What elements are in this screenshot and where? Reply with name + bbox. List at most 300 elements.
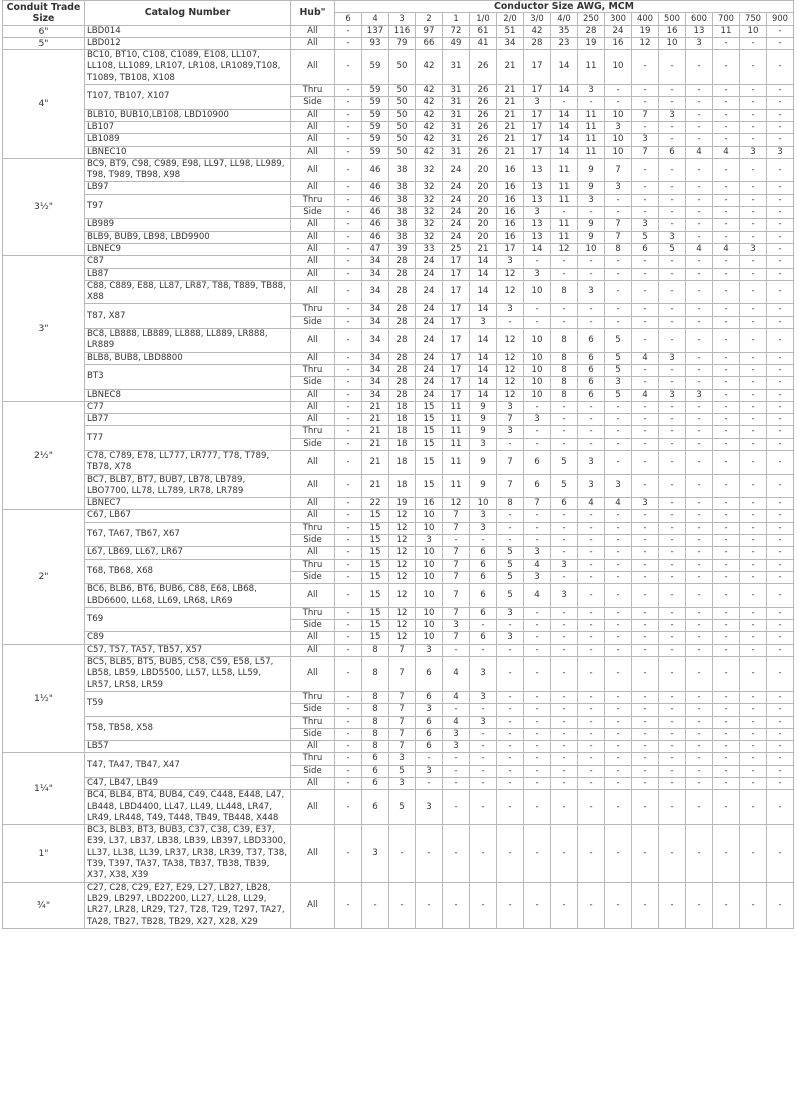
conductor-count-cell: - <box>740 753 767 765</box>
conductor-count-cell: 46 <box>362 194 389 206</box>
conductor-count-cell: 12 <box>389 510 416 522</box>
conductor-count-cell: 3 <box>362 825 389 882</box>
conductor-count-cell: 12 <box>389 522 416 534</box>
conductor-count-cell: - <box>713 535 740 547</box>
conductor-count-cell: - <box>497 657 524 692</box>
conductor-count-cell: 14 <box>470 352 497 364</box>
conductor-count-cell: - <box>713 97 740 109</box>
conduit-size-cell: 2" <box>3 510 85 644</box>
conductor-count-cell: - <box>605 547 632 559</box>
conductor-count-cell: - <box>605 304 632 316</box>
conduit-size-cell: 3" <box>3 256 85 402</box>
conductor-count-cell: - <box>740 97 767 109</box>
conductor-count-cell: - <box>632 50 659 85</box>
conductor-count-cell: 10 <box>416 620 443 632</box>
conductor-count-cell: - <box>605 450 632 474</box>
conductor-count-cell: 16 <box>497 158 524 182</box>
conductor-count-cell: 10 <box>659 37 686 49</box>
conductor-count-cell: 6 <box>416 741 443 753</box>
conductor-count-cell: - <box>335 882 362 928</box>
conductor-count-cell: 10 <box>416 632 443 644</box>
conductor-count-cell: 12 <box>632 37 659 49</box>
conductor-count-cell: 22 <box>362 498 389 510</box>
conductor-count-cell: - <box>524 644 551 656</box>
conductor-count-cell: - <box>443 753 470 765</box>
conductor-count-cell: - <box>767 268 794 280</box>
conductor-count-cell: - <box>578 728 605 740</box>
conductor-count-cell: - <box>713 704 740 716</box>
conductor-count-cell: - <box>686 607 713 619</box>
conductor-count-cell: - <box>335 559 362 571</box>
conductor-count-cell: 28 <box>389 304 416 316</box>
conductor-count-cell: - <box>578 256 605 268</box>
conductor-count-cell: 14 <box>551 121 578 133</box>
conductor-count-cell: - <box>740 644 767 656</box>
conductor-count-cell: - <box>659 741 686 753</box>
conductor-count-cell: 21 <box>497 109 524 121</box>
conductor-count-cell: 15 <box>362 559 389 571</box>
conductor-size-cell: 4 <box>362 13 389 25</box>
conductor-count-cell: 21 <box>497 85 524 97</box>
conductor-count-cell: 7 <box>632 146 659 158</box>
conductor-count-cell: 14 <box>551 50 578 85</box>
conductor-count-cell: 11 <box>578 50 605 85</box>
conductor-count-cell: - <box>335 535 362 547</box>
catalog-number-cell: BC6, BLB6, BT6, BUB6, C88, E68, LB68, LBD6600, LL68, LL69, LR68, LR69 <box>85 584 291 608</box>
conductor-count-cell: - <box>767 498 794 510</box>
conductor-count-cell: - <box>686 194 713 206</box>
table-row <box>3 158 794 182</box>
conductor-count-cell: - <box>659 620 686 632</box>
catalog-number-cell: LB1089 <box>85 134 291 146</box>
conductor-count-cell: 17 <box>443 352 470 364</box>
hub-cell: All <box>291 644 335 656</box>
conductor-count-cell: - <box>497 620 524 632</box>
conductor-count-cell: 3 <box>578 474 605 498</box>
conductor-count-cell: 31 <box>443 146 470 158</box>
conductor-count-cell: - <box>659 571 686 583</box>
conductor-size-cell: 600 <box>686 13 713 25</box>
hub-cell: All <box>291 632 335 644</box>
conductor-count-cell: - <box>740 498 767 510</box>
catalog-number-cell: LB87 <box>85 268 291 280</box>
table-row <box>3 559 794 571</box>
conductor-count-cell: - <box>686 158 713 182</box>
conductor-count-cell: 17 <box>443 389 470 401</box>
conductor-count-cell: 3 <box>416 765 443 777</box>
conductor-count-cell: 34 <box>362 280 389 304</box>
conductor-count-cell: 31 <box>443 121 470 133</box>
conductor-count-cell: - <box>659 219 686 231</box>
conductor-count-cell: - <box>686 426 713 438</box>
conductor-count-cell: 34 <box>362 352 389 364</box>
table-row <box>3 256 794 268</box>
conductor-count-cell: - <box>659 134 686 146</box>
catalog-number-cell: L67, LB69, LL67, LR67 <box>85 547 291 559</box>
conductor-count-cell: - <box>659 510 686 522</box>
conductor-count-cell: 8 <box>362 716 389 728</box>
conductor-count-cell: - <box>578 882 605 928</box>
conduit-size-cell: 1" <box>3 825 85 882</box>
conductor-count-cell: - <box>578 571 605 583</box>
conductor-count-cell: - <box>740 450 767 474</box>
conductor-count-cell: - <box>335 134 362 146</box>
conductor-count-cell: - <box>335 231 362 243</box>
conductor-count-cell: - <box>740 352 767 364</box>
table-row <box>3 389 794 401</box>
conductor-count-cell: - <box>497 716 524 728</box>
conductor-count-cell: - <box>605 716 632 728</box>
conductor-count-cell: - <box>605 691 632 703</box>
conductor-count-cell: 16 <box>497 194 524 206</box>
conductor-count-cell: 26 <box>470 134 497 146</box>
conductor-count-cell: - <box>686 377 713 389</box>
conductor-count-cell: 13 <box>524 219 551 231</box>
conductor-count-cell: 21 <box>497 121 524 133</box>
conductor-count-cell: - <box>632 753 659 765</box>
conductor-count-cell: 59 <box>362 97 389 109</box>
hub-cell: All <box>291 146 335 158</box>
conductor-count-cell: 3 <box>470 657 497 692</box>
conductor-count-cell: 7 <box>443 510 470 522</box>
conductor-count-cell: - <box>767 657 794 692</box>
conductor-count-cell: - <box>659 522 686 534</box>
conductor-count-cell: - <box>740 401 767 413</box>
hub-cell: Side <box>291 704 335 716</box>
conductor-count-cell: 11 <box>578 146 605 158</box>
hub-cell: All <box>291 231 335 243</box>
conductor-count-cell: 42 <box>416 97 443 109</box>
conductor-count-cell: - <box>686 510 713 522</box>
conductor-count-cell: 8 <box>605 243 632 255</box>
conductor-count-cell: - <box>605 510 632 522</box>
conductor-count-cell: 16 <box>497 219 524 231</box>
conductor-count-cell: 38 <box>389 207 416 219</box>
conductor-count-cell: 12 <box>497 352 524 364</box>
conductor-count-cell: - <box>470 753 497 765</box>
conductor-count-cell: - <box>767 414 794 426</box>
conductor-count-cell: - <box>632 741 659 753</box>
conductor-count-cell: - <box>551 547 578 559</box>
conductor-count-cell: 11 <box>578 109 605 121</box>
conductor-count-cell: 24 <box>605 25 632 37</box>
conductor-count-cell: - <box>524 426 551 438</box>
conductor-count-cell: 17 <box>524 50 551 85</box>
conductor-count-cell: - <box>713 498 740 510</box>
conductor-count-cell: - <box>740 50 767 85</box>
conductor-count-cell: - <box>659 377 686 389</box>
conductor-count-cell: 50 <box>389 109 416 121</box>
conductor-count-cell: 21 <box>362 450 389 474</box>
hub-cell: All <box>291 329 335 353</box>
conductor-count-cell: - <box>632 158 659 182</box>
conductor-count-cell: - <box>524 256 551 268</box>
conductor-count-cell: 3 <box>416 535 443 547</box>
conductor-size-cell: 1/0 <box>470 13 497 25</box>
conductor-count-cell: 32 <box>416 219 443 231</box>
conductor-count-cell: 4 <box>578 498 605 510</box>
conductor-count-cell: 49 <box>443 37 470 49</box>
conductor-count-cell: - <box>767 401 794 413</box>
conductor-count-cell: 3 <box>389 778 416 790</box>
table-row <box>3 25 794 37</box>
conductor-count-cell: - <box>659 790 686 825</box>
hub-cell: Thru <box>291 607 335 619</box>
conductor-count-cell: 3 <box>524 571 551 583</box>
conductor-count-cell: - <box>659 304 686 316</box>
conductor-count-cell: 7 <box>389 728 416 740</box>
conductor-size-cell: 1 <box>443 13 470 25</box>
conductor-count-cell: 18 <box>389 474 416 498</box>
conductor-count-cell: - <box>578 207 605 219</box>
table-row <box>3 741 794 753</box>
conductor-count-cell: 10 <box>416 571 443 583</box>
conductor-count-cell: 4 <box>713 146 740 158</box>
conductor-count-cell: - <box>686 632 713 644</box>
conductor-count-cell: 31 <box>443 85 470 97</box>
conductor-count-cell: - <box>524 753 551 765</box>
hub-cell: Thru <box>291 304 335 316</box>
conductor-count-cell: 8 <box>497 498 524 510</box>
conductor-count-cell: - <box>443 882 470 928</box>
conductor-count-cell: - <box>713 753 740 765</box>
conductor-count-cell: - <box>740 825 767 882</box>
conductor-count-cell: - <box>713 571 740 583</box>
conductor-count-cell: 6 <box>578 389 605 401</box>
conductor-count-cell: - <box>605 268 632 280</box>
conductor-count-cell: - <box>551 632 578 644</box>
conductor-count-cell: - <box>524 620 551 632</box>
conductor-count-cell: 3 <box>524 97 551 109</box>
conductor-count-cell: - <box>335 547 362 559</box>
conductor-count-cell: 14 <box>470 304 497 316</box>
conductor-count-cell: - <box>767 109 794 121</box>
conductor-count-cell: - <box>524 632 551 644</box>
conductor-count-cell: - <box>740 571 767 583</box>
catalog-number-cell: T47, TA47, TB47, X47 <box>85 753 291 778</box>
conductor-count-cell: 7 <box>389 716 416 728</box>
catalog-number-cell: LB989 <box>85 219 291 231</box>
conductor-count-cell: 14 <box>551 85 578 97</box>
catalog-number-cell: LBNEC8 <box>85 389 291 401</box>
conductor-count-cell: 23 <box>551 37 578 49</box>
conductor-count-cell: 10 <box>524 377 551 389</box>
conductor-count-cell: 7 <box>605 219 632 231</box>
conductor-count-cell: 34 <box>362 304 389 316</box>
conductor-count-cell: - <box>524 535 551 547</box>
conductor-count-cell: 28 <box>524 37 551 49</box>
conductor-count-cell: 42 <box>416 121 443 133</box>
conductor-count-cell: 31 <box>443 109 470 121</box>
conductor-count-cell: 13 <box>524 231 551 243</box>
conductor-count-cell: - <box>767 194 794 206</box>
conductor-count-cell: - <box>335 280 362 304</box>
conductor-count-cell: 59 <box>362 109 389 121</box>
conductor-count-cell: 50 <box>389 50 416 85</box>
conductor-count-cell: 5 <box>497 571 524 583</box>
conductor-count-cell: - <box>659 438 686 450</box>
conductor-count-cell: 17 <box>443 364 470 376</box>
conductor-count-cell: - <box>686 109 713 121</box>
conductor-count-cell: - <box>767 559 794 571</box>
conductor-size-cell: 2 <box>416 13 443 25</box>
conductor-count-cell: - <box>335 121 362 133</box>
catalog-number-cell: T77 <box>85 426 291 451</box>
table-row <box>3 607 794 619</box>
conductor-count-cell: - <box>470 704 497 716</box>
conductor-count-cell: - <box>767 535 794 547</box>
conductor-count-cell: 6 <box>470 632 497 644</box>
conductor-count-cell: 3 <box>470 691 497 703</box>
conductor-count-cell: - <box>470 535 497 547</box>
conductor-count-cell: 3 <box>659 109 686 121</box>
conductor-count-cell: 7 <box>443 559 470 571</box>
table-row <box>3 778 794 790</box>
conductor-count-cell: 21 <box>362 401 389 413</box>
conductor-count-cell: 15 <box>362 571 389 583</box>
conductor-count-cell: - <box>605 620 632 632</box>
conductor-count-cell: - <box>551 620 578 632</box>
conductor-count-cell: 21 <box>362 438 389 450</box>
conductor-count-cell: - <box>713 231 740 243</box>
conductor-count-cell: 3 <box>605 474 632 498</box>
conductor-count-cell: 7 <box>443 571 470 583</box>
conductor-count-cell: - <box>767 231 794 243</box>
conductor-count-cell: - <box>335 304 362 316</box>
conductor-count-cell: 5 <box>389 765 416 777</box>
conductor-count-cell: 17 <box>524 146 551 158</box>
hub-cell: Side <box>291 207 335 219</box>
conductor-count-cell: 11 <box>551 158 578 182</box>
conductor-count-cell: - <box>551 765 578 777</box>
conductor-count-cell: - <box>524 704 551 716</box>
conductor-count-cell: - <box>740 316 767 328</box>
conductor-count-cell: 3 <box>524 207 551 219</box>
conductor-count-cell: 38 <box>389 182 416 194</box>
conductor-count-cell: - <box>632 256 659 268</box>
conductor-count-cell: - <box>659 765 686 777</box>
conductor-count-cell: 59 <box>362 121 389 133</box>
conductor-count-cell: 6 <box>470 584 497 608</box>
table-row <box>3 450 794 474</box>
conductor-count-cell: 15 <box>362 632 389 644</box>
conductor-count-cell: - <box>524 882 551 928</box>
conductor-count-cell: - <box>578 547 605 559</box>
conductor-count-cell: - <box>740 280 767 304</box>
conductor-count-cell: 5 <box>497 559 524 571</box>
conductor-count-cell: - <box>470 778 497 790</box>
conductor-count-cell: 3 <box>659 231 686 243</box>
conductor-count-cell: - <box>632 632 659 644</box>
conductor-count-cell: - <box>335 243 362 255</box>
conductor-count-cell: - <box>659 50 686 85</box>
conductor-count-cell: - <box>605 559 632 571</box>
catalog-number-cell: C77 <box>85 401 291 413</box>
conductor-count-cell: 4 <box>524 559 551 571</box>
conductor-size-cell: 2/0 <box>497 13 524 25</box>
conductor-count-cell: 3 <box>416 790 443 825</box>
conductor-count-cell: 66 <box>416 37 443 49</box>
conductor-count-cell: 14 <box>470 280 497 304</box>
hub-cell: All <box>291 401 335 413</box>
conductor-count-cell: - <box>551 535 578 547</box>
conductor-count-cell: 24 <box>416 304 443 316</box>
conductor-count-cell: - <box>470 882 497 928</box>
conductor-count-cell: - <box>740 256 767 268</box>
conductor-count-cell: - <box>551 728 578 740</box>
conductor-count-cell: - <box>578 584 605 608</box>
conductor-count-cell: 3 <box>497 426 524 438</box>
conductor-count-cell: 6 <box>470 559 497 571</box>
conductor-count-cell: 10 <box>524 280 551 304</box>
conductor-count-cell: 3 <box>524 547 551 559</box>
conductor-count-cell: - <box>551 510 578 522</box>
conductor-count-cell: 3 <box>443 728 470 740</box>
conductor-count-cell: - <box>497 882 524 928</box>
conductor-count-cell: - <box>659 535 686 547</box>
catalog-number-cell: LBD012 <box>85 37 291 49</box>
conductor-count-cell: 19 <box>389 498 416 510</box>
conductor-count-cell: - <box>686 182 713 194</box>
conductor-count-cell: 3 <box>524 414 551 426</box>
conductor-count-cell: 3 <box>470 438 497 450</box>
conductor-count-cell: - <box>767 632 794 644</box>
conductor-count-cell: - <box>740 438 767 450</box>
conductor-count-cell: - <box>578 559 605 571</box>
conductor-count-cell: 8 <box>551 329 578 353</box>
conductor-count-cell: 15 <box>416 401 443 413</box>
conductor-count-cell: 7 <box>497 474 524 498</box>
conductor-count-cell: - <box>767 50 794 85</box>
conductor-count-cell: 32 <box>416 231 443 243</box>
conductor-count-cell: 14 <box>551 146 578 158</box>
conductor-count-cell: - <box>740 219 767 231</box>
conductor-count-cell: - <box>686 304 713 316</box>
conductor-count-cell: 16 <box>497 231 524 243</box>
conductor-count-cell: 8 <box>551 377 578 389</box>
conductor-count-cell: - <box>551 882 578 928</box>
conductor-size-cell: 4/0 <box>551 13 578 25</box>
conductor-count-cell: - <box>335 426 362 438</box>
conductor-count-cell: - <box>713 632 740 644</box>
conductor-count-cell: 21 <box>497 97 524 109</box>
conductor-count-cell: - <box>686 231 713 243</box>
table-row <box>3 401 794 413</box>
conductor-count-cell: - <box>551 414 578 426</box>
conduit-size-cell: 1¼" <box>3 753 85 825</box>
conductor-count-cell: - <box>335 498 362 510</box>
conductor-count-cell: 59 <box>362 146 389 158</box>
conductor-count-cell: - <box>632 778 659 790</box>
conductor-count-cell: 18 <box>389 426 416 438</box>
conductor-count-cell: - <box>632 657 659 692</box>
conductor-count-cell: 3 <box>605 121 632 133</box>
conductor-count-cell: 11 <box>443 414 470 426</box>
conductor-count-cell: - <box>713 657 740 692</box>
conductor-count-cell: 3 <box>605 377 632 389</box>
conductor-count-cell: - <box>470 620 497 632</box>
conductor-count-cell: 50 <box>389 146 416 158</box>
conductor-count-cell: 6 <box>362 753 389 765</box>
conductor-size-cell: 250 <box>578 13 605 25</box>
conductor-count-cell: 26 <box>470 50 497 85</box>
conductor-count-cell: 46 <box>362 207 389 219</box>
conductor-size-cell: 3 <box>389 13 416 25</box>
conductor-count-cell: 28 <box>578 25 605 37</box>
conductor-count-cell: - <box>497 535 524 547</box>
conductor-count-cell: - <box>659 559 686 571</box>
conductor-count-cell: - <box>632 304 659 316</box>
